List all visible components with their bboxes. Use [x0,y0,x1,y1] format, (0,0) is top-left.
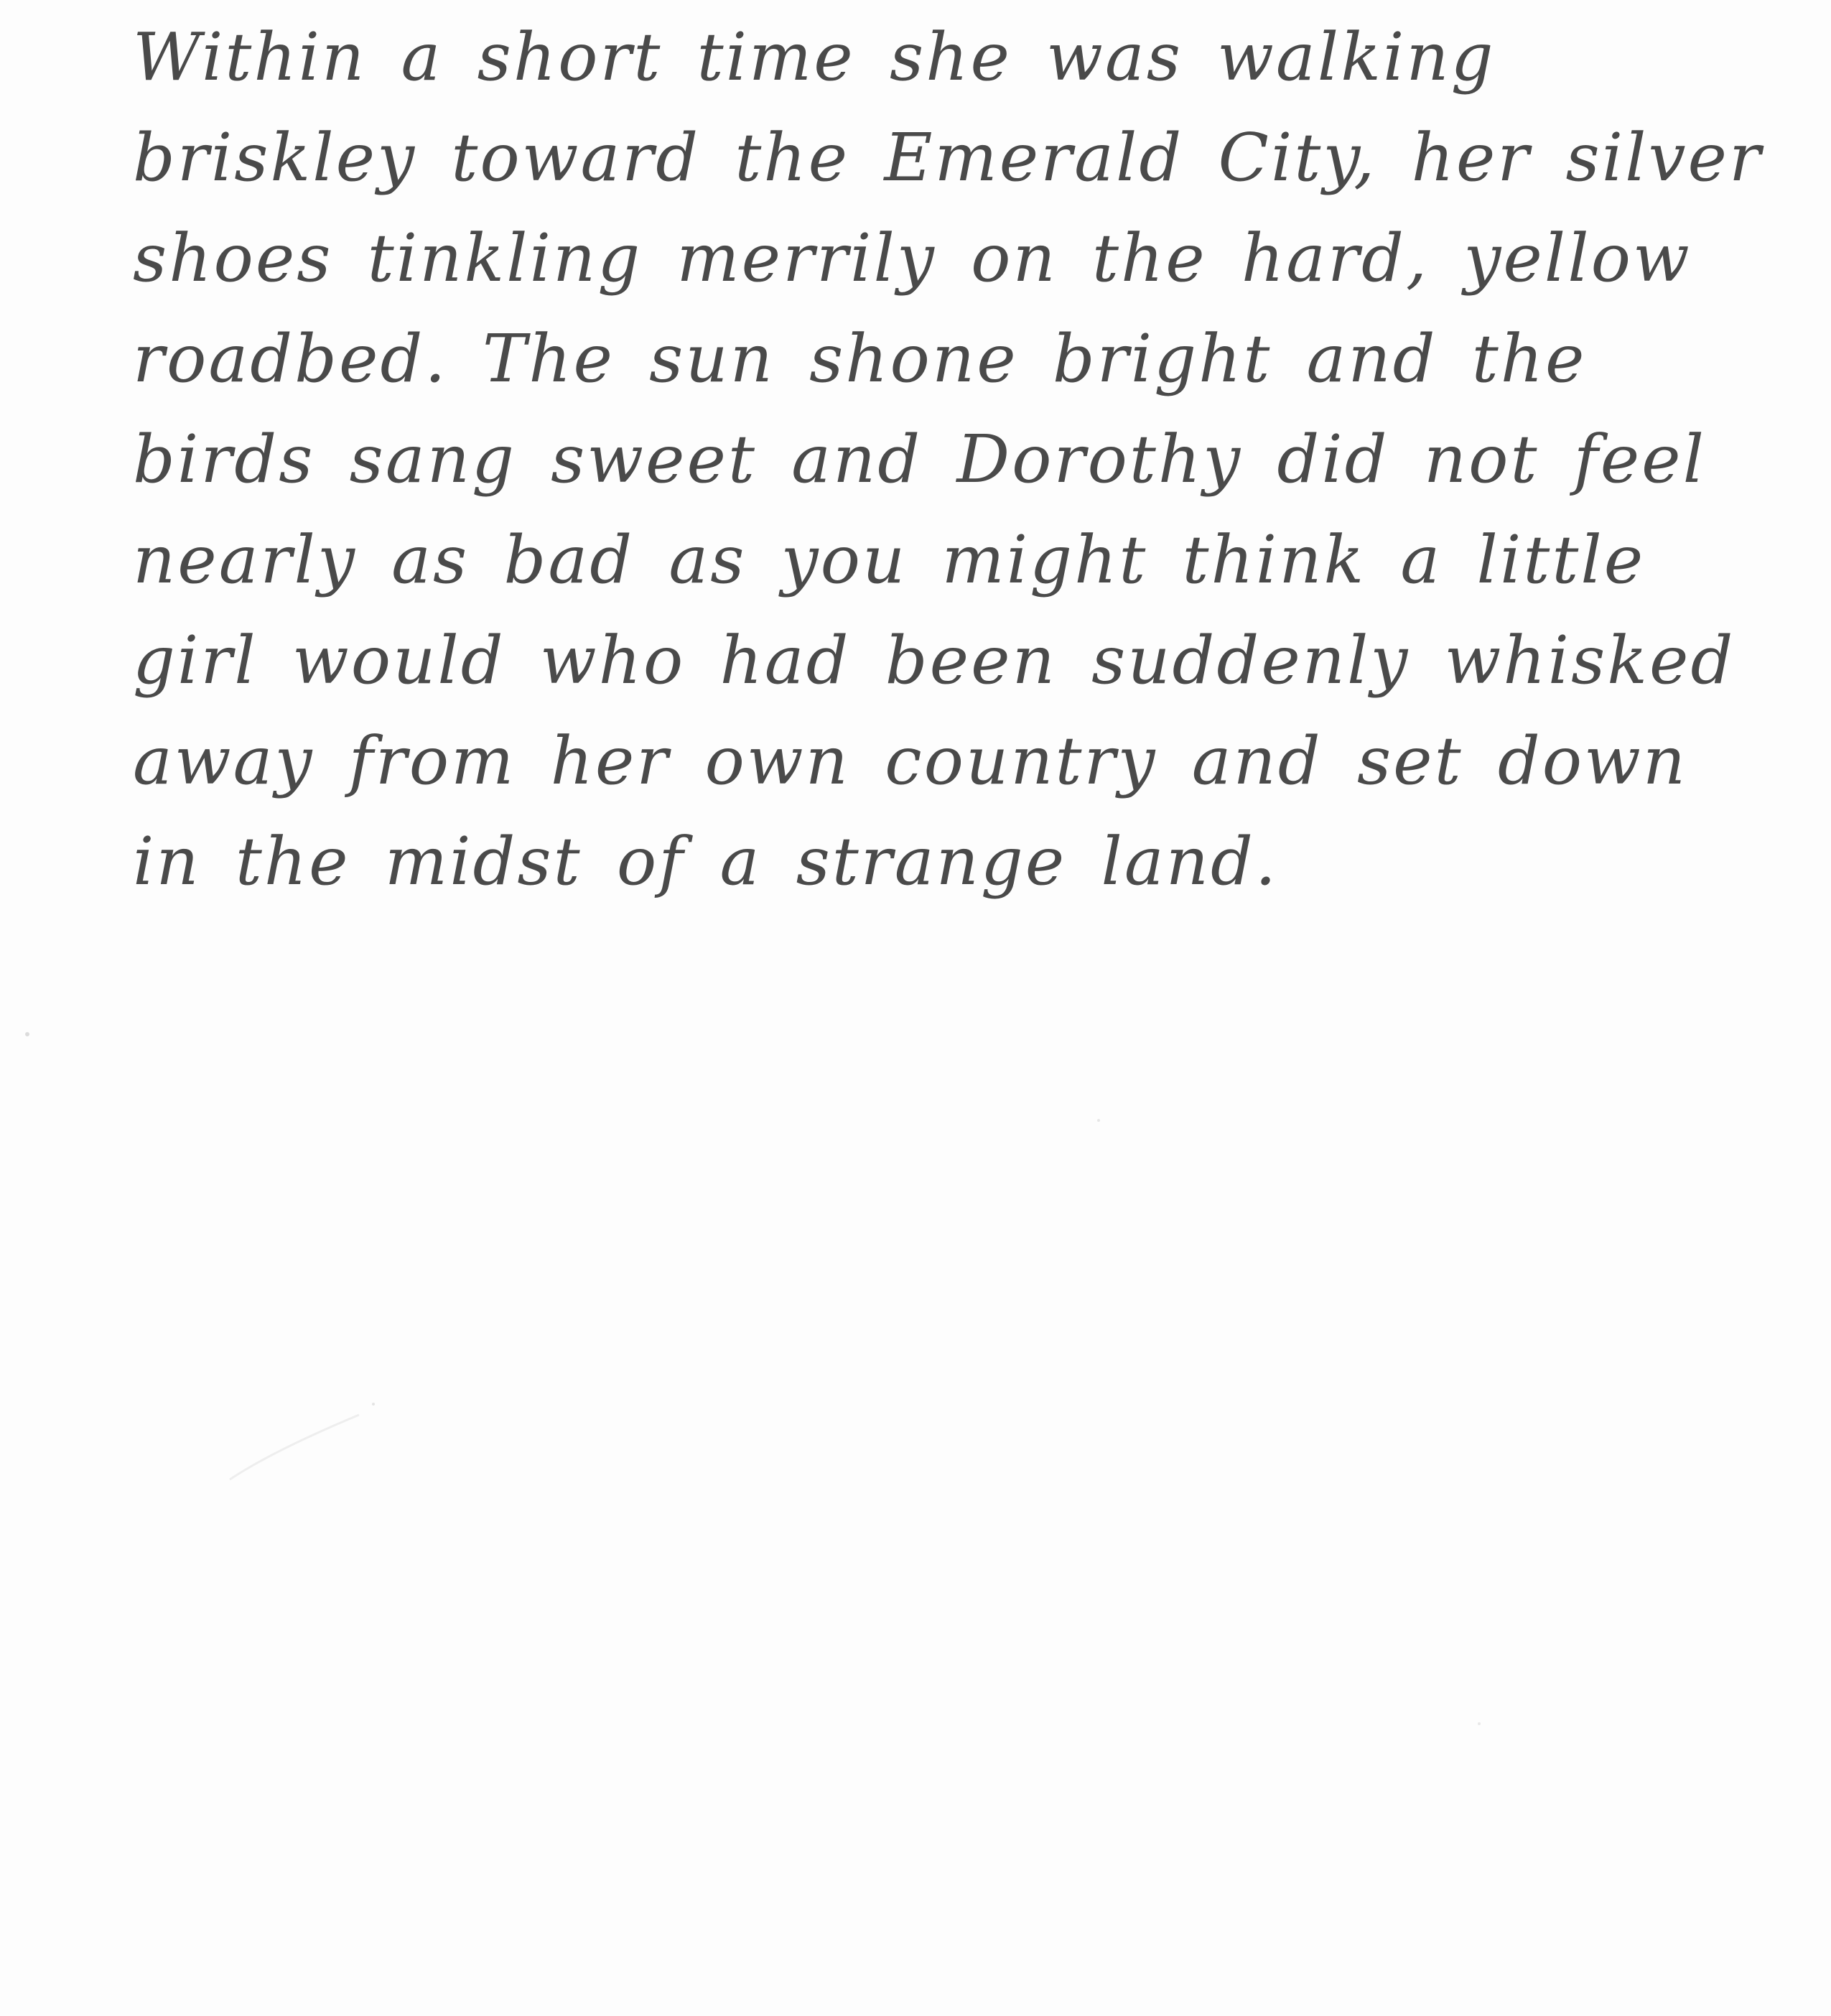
paper-smudge [230,1415,359,1480]
handwriting-line-9: in the midst of a strange land. [133,823,1279,900]
handwriting-line-4: roadbed. The sun shone bright and the [133,320,1587,397]
handwriting-line-5: birds sang sweet and Dorothy did not feel [133,421,1707,498]
handwritten-text [133,7,1784,912]
handwriting-line-8: away from her own country and set down [133,723,1688,799]
handwriting-line-2: briskley toward the Emerald City, her silver [133,119,1763,196]
handwriting-line-3: shoes tinkling merrily on the hard, yellow [133,220,1692,297]
paper-speck [1097,1119,1100,1122]
paper-speck [1478,1722,1481,1725]
handwriting-line-6: nearly as bad as you might think a little [133,521,1646,598]
paper-speck [25,1032,29,1036]
handwriting-line-7: girl would who had been suddenly whisked [133,622,1736,699]
handwriting-line-1: Within a short time she was walking [133,19,1496,96]
paper-speck [372,1403,375,1406]
